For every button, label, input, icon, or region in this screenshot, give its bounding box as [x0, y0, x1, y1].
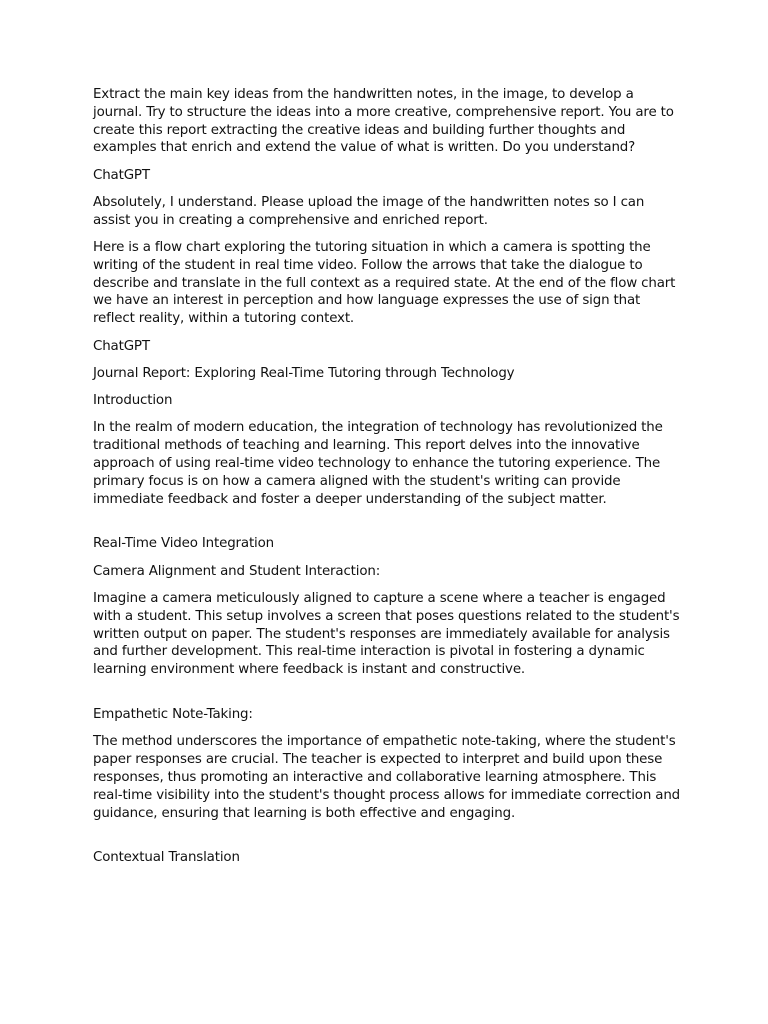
subheading-empathetic-note-taking: Empathetic Note-Taking: [93, 707, 253, 723]
section-heading-introduction: Introduction [93, 393, 173, 409]
introduction-paragraph: In the realm of modern education, the integration of technology has revolutionized the traditional methods of teaching and learning. This report delves into the innovative approach of using real-time video technology to enhance the tutoring experience. The primary focus is on how a camera aligned with the student's writing can provide immediate feedback and foster a deeper understanding of the subject matter. [93, 420, 663, 507]
assistant-reply-paragraph: Absolutely, I understand. Please upload the image of the handwritten notes so I can assist you in creating a comprehensive and enriched report. [93, 194, 645, 228]
speaker-label: ChatGPT [93, 167, 150, 183]
document-body [93, 86, 683, 877]
speaker-label: ChatGPT [93, 338, 150, 354]
empathetic-note-taking-paragraph: The method underscores the importance of empathetic note-taking, where the student's paper responses are crucial. The teacher is expected to interpret and build upon these responses, thus promoting an interactive and collaborative learning atmosphere. This real-time visibility into the student's thought process allows for immediate correction and guidance, ensuring that learning is both effective and engaging. [93, 734, 681, 821]
section-heading-contextual-translation: Contextual Translation [93, 850, 240, 866]
user-flowchart-paragraph: Here is a flow chart exploring the tutoring situation in which a camera is spotting the writing of the student in real time video. Follow the arrows that take the dialogue to describe and translate in the full context as a required state. At the end of the flow chart we have an interest in perception and how language expresses the use of sign that reflect reality, within a tutoring context. [93, 240, 676, 327]
subheading-camera-alignment: Camera Alignment and Student Interaction: [93, 563, 381, 579]
report-title: Journal Report: Exploring Real-Time Tutoring through Technology [93, 365, 515, 381]
camera-alignment-paragraph: Imagine a camera meticulously aligned to capture a scene where a teacher is engaged with a student. This setup involves a screen that poses questions related to the student's written output on paper. The student's responses are immediately available for analysis and further development. This real-time interaction is pivotal in fostering a dynamic learning environment where feedback is instant and constructive. [93, 591, 680, 678]
user-prompt-paragraph: Extract the main key ideas from the handwritten notes, in the image, to develop a journal. Try to structure the ideas into a more creative, comprehensive report. You are to create this report extracting the creative ideas and building further thoughts and examples that enrich and extend the value of what is written. Do you understand? [93, 87, 674, 156]
section-heading-real-time-video: Real-Time Video Integration [93, 536, 275, 552]
